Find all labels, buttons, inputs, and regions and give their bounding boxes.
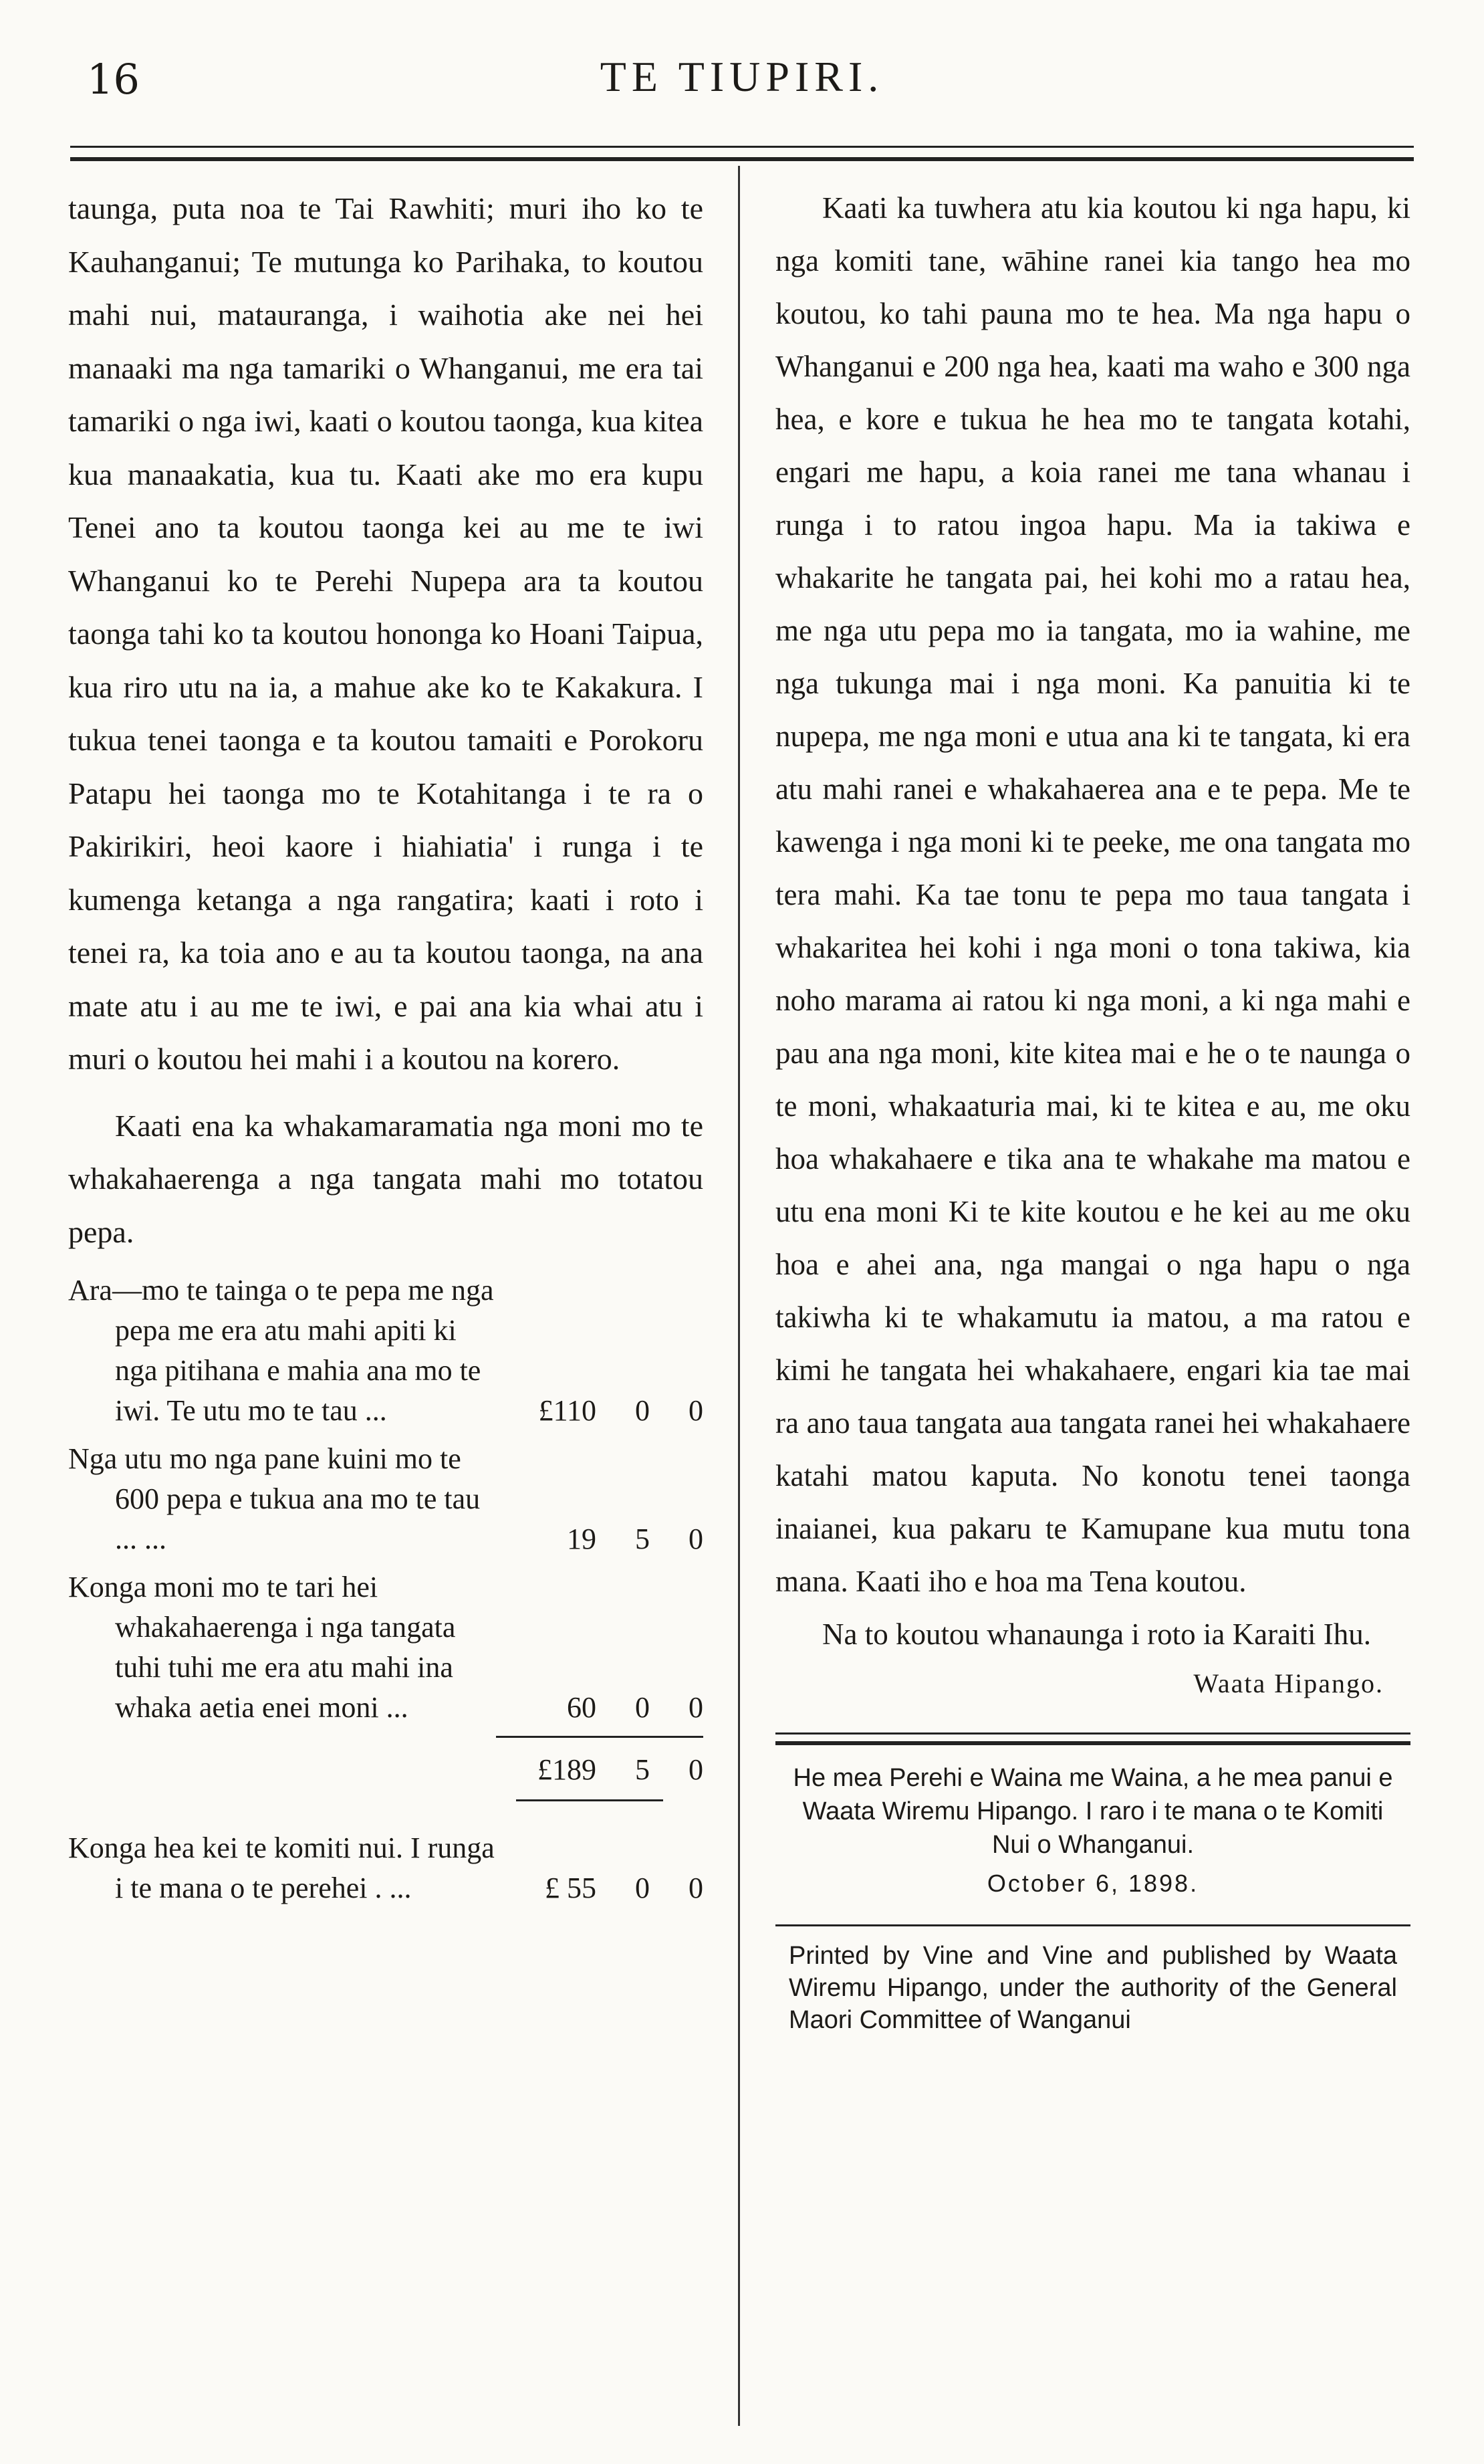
imprint-rule xyxy=(775,1924,1410,1926)
shillings: 5 xyxy=(635,1753,650,1786)
shillings: 0 xyxy=(635,1394,650,1427)
right-paragraph-2: Na to koutou whanaunga i roto ia Karaiti Ihu. xyxy=(822,1617,1372,1651)
signature: Waata Hipango. xyxy=(1193,1668,1384,1698)
ledger-row xyxy=(68,1828,703,1908)
left-paragraph-2: Kaati ena ka whakamaramatia nga moni mo te whakahaerenga a nga tangata mahi mo totatou pepa. xyxy=(68,1108,703,1249)
ledger-row xyxy=(68,1270,703,1431)
shillings: 0 xyxy=(635,1691,650,1724)
right-column xyxy=(775,182,1410,2036)
right-paragraph-1: Kaati ka tuwhera atu kia koutou ki nga hapu, ki nga komiti tane, wāhine ranei kia tango hea mo koutou, ko tahi pauna mo te hea. Ma nga hapu o Whanganui e 200 nga hea, kaati ma waho e 300 nga hea, e kore e tukua he hea mo te tangata kotahi, engari me hapu, a koia ranei me tana whanau i runga i to ratou ingoa hapu. Ma ia takiwa e whakarite he tangata pai, hei kohi mo a ratau hea, me nga utu pepa mo ia tangata, mo ia wahine, me nga tukunga mai i nga moni. Ka panuitia ki te nupepa, me nga moni e utua ana ki te tangata, ki era atu mahi ranei e whakahaerea ana e te pepa. Me te kawenga i nga moni ki te peeke, me ona tangata mo tera mahi. Ka tae tonu te pepa mo taua tangata i whakaritea hei kohi i nga moni o tona takiwa, kia noho marama ai ratou ki nga moni, a ki nga mahi e pau ana nga moni, kite kitea mai e he o te naunga o te moni, whakaaturia mai, ki te kitea e au, me oku hoa whakahaere e tika ana te whakahe ma matou e utu ena moni Ki te kite koutou e he kei au me oku hoa e ahei ana, nga mangai o nga hapu o nga takiwha ki te whakamutu ia matou, a ma ratou e kimi he tangata hei whakahaere, engari kia tae mai ra ano taua tangata aua tangata ranei hei whakahaere katahi matou kaputa. No konotu tenei taonga inaianei, kua pakaru te Kamupane kua mutu tona mana. Kaati iho e hoa ma Tena koutou. xyxy=(775,191,1410,1598)
ledger-amount xyxy=(496,1519,703,1559)
ledger-amount xyxy=(496,1868,703,1908)
total-underline xyxy=(516,1799,663,1801)
pounds: 19 xyxy=(567,1523,596,1555)
pence: 0 xyxy=(689,1523,703,1555)
newspaper-title: TE TIUPIRI. xyxy=(600,53,884,100)
accounts-ledger xyxy=(68,1270,703,1908)
ledger-row xyxy=(68,1567,703,1728)
pence: 0 xyxy=(689,1872,703,1904)
pounds: 60 xyxy=(567,1691,596,1724)
ledger-row xyxy=(68,1439,703,1559)
publication-notice: He mea Perehi e Waina me Waina, a he mea panui e Waata Wiremu Hipango. I raro i te mana o te Komiti Nui o Whanganui. xyxy=(793,1764,1393,1859)
notice-rule xyxy=(775,1732,1410,1745)
shillings: 0 xyxy=(635,1872,650,1904)
pence: 0 xyxy=(689,1753,703,1786)
ledger-total xyxy=(496,1736,703,1790)
ledger-amount xyxy=(496,1391,703,1431)
ledger-desc: Konga hea kei te komiti nui. I runga i te mana o te perehei . ... xyxy=(68,1831,495,1904)
page-number: 16 xyxy=(87,55,140,104)
column-divider xyxy=(738,166,740,2426)
ledger-amount xyxy=(496,1688,703,1728)
ledger-total-amount xyxy=(496,1750,703,1790)
notice-date: October 6, 1898. xyxy=(987,1870,1199,1897)
ledger-desc: Nga utu mo nga pane kuini mo te 600 pepa e tukua ana mo te tau ... ... xyxy=(68,1442,481,1555)
left-column xyxy=(68,182,703,1916)
ledger-desc: Ara—mo te tainga o te pepa me nga pepa me era atu mahi apiti ki nga pitihana e mahia ana mo te iwi. Te utu mo te tau ... xyxy=(68,1274,494,1427)
printer-imprint: Printed by Vine and Vine and published by Waata Wiremu Hipango, under the authority of the General Maori Committee of Wanganui xyxy=(789,1942,1397,2034)
pence: 0 xyxy=(689,1394,703,1427)
shillings: 5 xyxy=(635,1523,650,1555)
pence: 0 xyxy=(689,1691,703,1724)
header-double-rule xyxy=(70,146,1414,161)
pounds: £110 xyxy=(538,1394,596,1427)
left-paragraph-1: taunga, puta noa te Tai Rawhiti; muri iho ko te Kauhanganui; Te mutunga ko Parihaka, to koutou mahi nui, matauranga, i waihotia ake nei hei manaaki ma nga tamariki o Whanganui, me era tai tamariki o nga iwi, kaati o koutou taonga, kua kitea kua manaakatia, kua tu. Kaati ake mo era kupu Tenei ano ta koutou taonga kei au me te iwi Whanganui ko te Perehi Nupepa ara ta koutou taonga tahi ko ta koutou hononga ko Hoani Taipua, kua riro utu na ia, a mahue ake ko te Kakakura. I tukua tenei taonga e ta koutou tamaiti e Porokoru Patapu hei taonga mo te Kotahitanga i te ra o Pakirikiri, heoi kaore i hiahiatia' i runga i te kumenga ketanga a nga rangatira; kaati i roto i tenei ra, ka toia ano e au ta koutou taonga, na ana mate atu i au me te iwi, e pai ana kia whai atu i muri o koutou hei mahi i a koutou na korero. xyxy=(68,191,703,1076)
pounds: £ 55 xyxy=(545,1872,596,1904)
ledger-desc: Konga moni mo te tari hei whakahaerenga i nga tangata tuhi tuhi me era atu mahi ina whaka aetia enei moni ... xyxy=(68,1571,456,1724)
pounds: £189 xyxy=(537,1753,596,1786)
